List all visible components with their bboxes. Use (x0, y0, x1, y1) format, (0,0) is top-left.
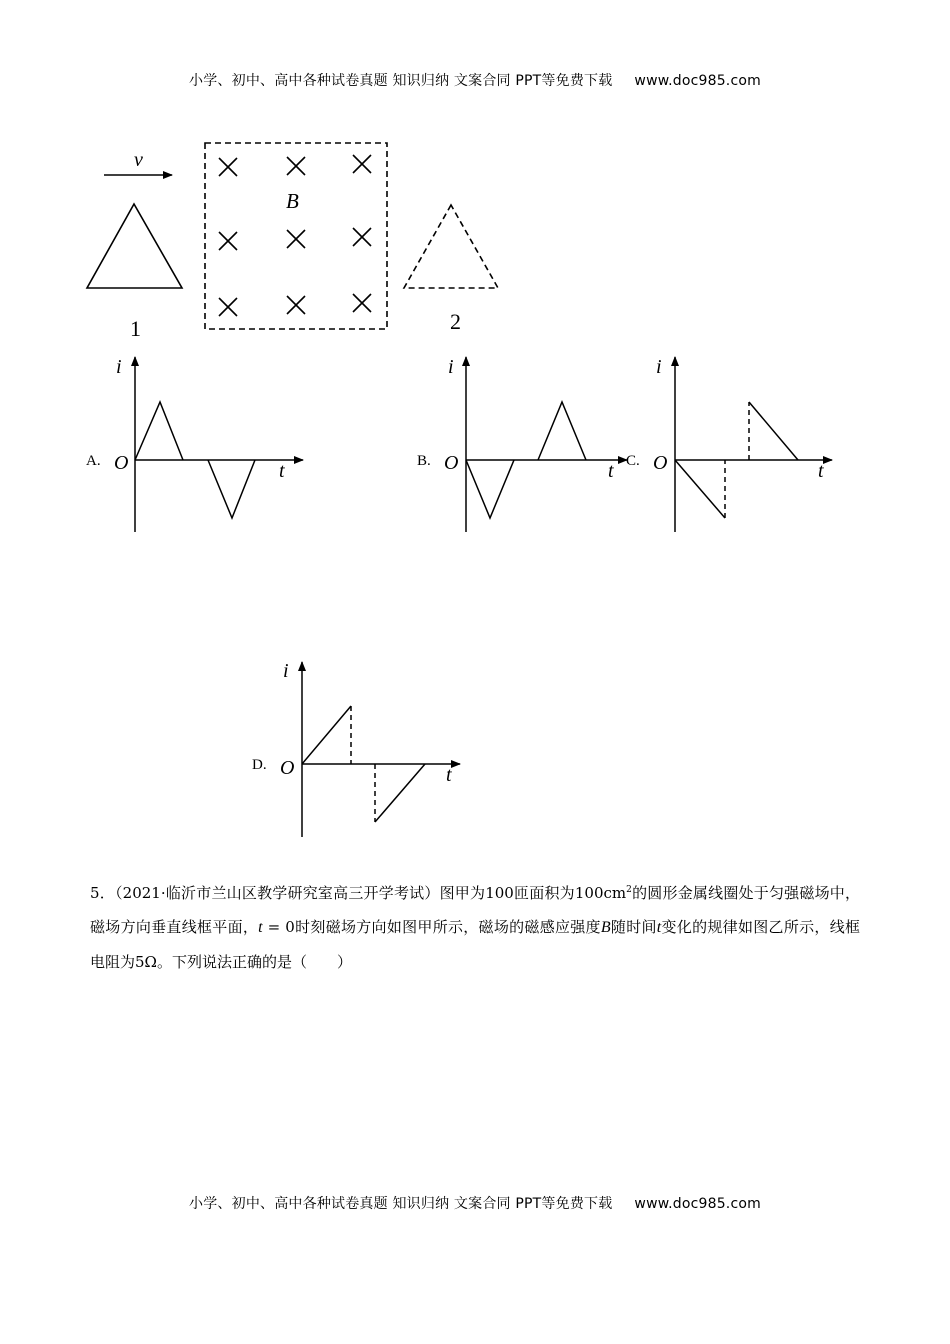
variable-t: t (258, 919, 263, 936)
current-pulse-negative (466, 460, 514, 518)
header-site: www.doc985.com (634, 73, 761, 89)
x-mark-icon (353, 294, 371, 312)
field-label: B (286, 189, 299, 213)
option-b-origin: O (444, 452, 459, 474)
triangle-coil-position-1 (87, 204, 182, 288)
header-text: 小学、初中、高中各种试卷真题 知识归纳 文案合同 PPT等免费下载 (189, 73, 613, 89)
question-text-5: 变化的规律如图乙所示，线框电阻为5Ω。下列说法正确的是（ ） (90, 918, 860, 971)
current-ramp-negative (675, 460, 725, 518)
triangle-coil-position-2 (404, 205, 498, 288)
variable-t-2: t (656, 919, 662, 936)
question-5 (90, 876, 860, 979)
x-mark-icon (353, 155, 371, 173)
option-c-label: C. (626, 453, 640, 469)
current-ramp-negative (375, 764, 425, 822)
current-pulse-positive (538, 402, 586, 460)
superscript-2: 2 (626, 885, 632, 895)
page-footer (0, 1193, 950, 1213)
x-mark-icon (219, 158, 237, 176)
option-c-graph (675, 357, 832, 532)
option-d-label: D. (252, 757, 267, 773)
option-d-origin: O (280, 757, 295, 779)
option-a-origin: O (114, 452, 129, 474)
variable-b: B (600, 919, 611, 936)
x-mark-icon (219, 232, 237, 250)
current-ramp-positive (302, 706, 351, 764)
option-b-label: B. (417, 453, 431, 469)
option-c-y-label: i (656, 356, 662, 378)
velocity-label: v (134, 149, 143, 171)
option-b-x-label: t (608, 460, 614, 482)
current-pulse-negative (208, 460, 255, 518)
option-d-graph (302, 662, 460, 837)
x-mark-icon (287, 157, 305, 175)
footer-text: 小学、初中、高中各种试卷真题 知识归纳 文案合同 PPT等免费下载 (189, 1196, 613, 1212)
option-b-graph (466, 357, 627, 532)
option-b-y-label: i (448, 356, 454, 378)
current-pulse-positive (135, 402, 183, 460)
x-mark-icon (353, 228, 371, 246)
option-c-origin: O (653, 452, 668, 474)
option-a-graph (135, 357, 303, 532)
question-text-1: 图甲为100匝面积为100cm (439, 884, 627, 902)
option-d-y-label: i (283, 660, 289, 682)
question-text-2: 的圆形金属线圈处于匀强磁场中，磁场方向垂直线框平面， (90, 884, 860, 936)
field-x-marks (219, 155, 371, 316)
option-c-x-label: t (818, 460, 824, 482)
x-mark-icon (219, 298, 237, 316)
x-mark-icon (287, 230, 305, 248)
option-a-y-label: i (116, 356, 122, 378)
current-ramp-positive (749, 402, 798, 460)
option-a-x-label: t (279, 460, 285, 482)
x-mark-icon (287, 296, 305, 314)
question-text-4: 随时间 (610, 918, 657, 936)
question-text-3: = 0时刻磁场方向如图甲所示，磁场的磁感应强度 (262, 918, 601, 936)
option-d-x-label: t (446, 764, 452, 786)
option-a-label: A. (86, 453, 101, 469)
question-number: 5． (90, 884, 115, 902)
position-1-label: 1 (130, 316, 141, 341)
question-source: （2021·临沂市兰山区教学研究室高三开学考试） (114, 884, 440, 902)
footer-site: www.doc985.com (634, 1196, 761, 1212)
position-2-label: 2 (450, 309, 461, 334)
